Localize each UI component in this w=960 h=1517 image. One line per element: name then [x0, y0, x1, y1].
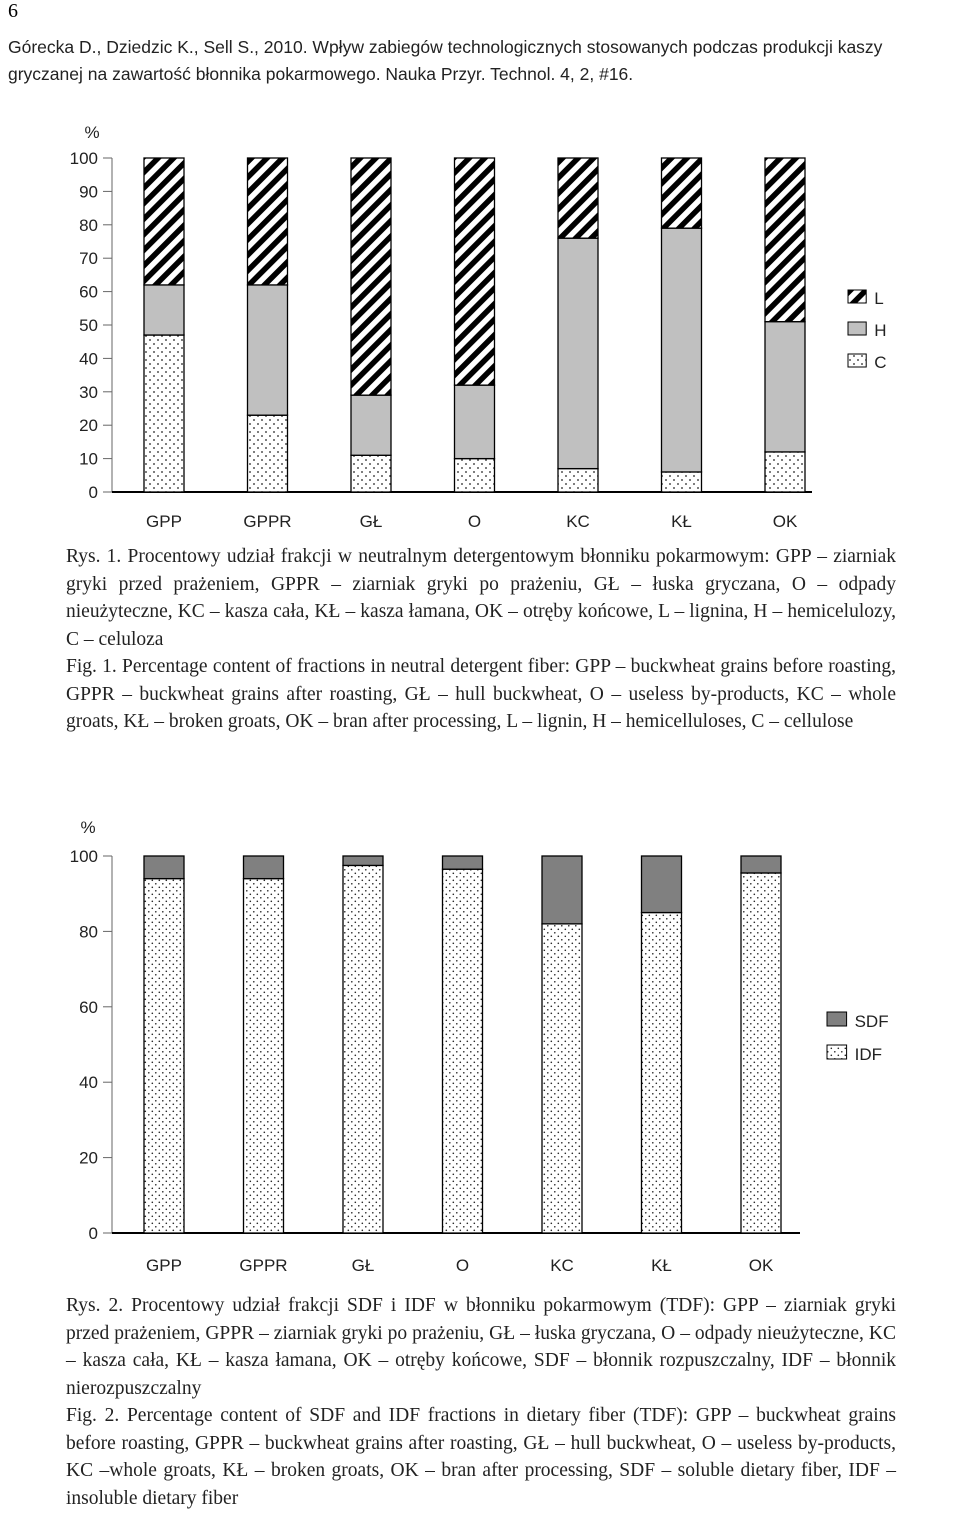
bar-segment-c-kc [558, 469, 598, 492]
bar-segment-sdf-ok [741, 856, 781, 873]
chart1-y-tick: 30 [79, 382, 98, 402]
legend-swatch-l [848, 290, 866, 303]
bar-segment-idf-o [443, 869, 483, 1233]
x-label-gppr: GPPR [243, 512, 292, 531]
bar-segment-l-gł [351, 158, 391, 395]
bar-segment-l-ok [765, 158, 805, 322]
x-label-ok: OK [748, 1256, 774, 1275]
bar-segment-idf-gpp [144, 879, 184, 1233]
chart1-y-label: % [84, 123, 100, 142]
caption-rys2-pl: Rys. 2. Procentowy udział frakcji SDF i IDF w błonniku pokarmowym (TDF): GPP – ziarniak gryki przed prażeniem, GPPR – ziarniak gryki po prażeniu, GŁ – łuska gryczana, O – odpady nieużyteczne, KC – kasza cała, KŁ – kasza łamana, OK – otręby końcowe, SDF – błonnik rozpuszczalny, IDF – błonnik nierozpuszczalny [66, 1295, 896, 1399]
chart1-bars [144, 158, 805, 492]
citation: Górecka D., Dziedzic K., Sell S., 2010. Wpływ zabiegów technologicznych stosowanych podczas produkcji kaszy gryczanej na zawartość błonnika pokarmowego. Nauka Przyr. Technol. 4, 2, #16. [8, 37, 883, 84]
bar-segment-idf-gppr [244, 879, 284, 1233]
chart1-y-tick: 100 [69, 149, 98, 168]
figure-2-caption [66, 1292, 896, 1512]
chart1-y-tick: 50 [79, 316, 98, 335]
chart1-y-tick: 80 [79, 215, 98, 235]
chart2-y-label: % [80, 818, 96, 837]
bar-segment-idf-gł [343, 865, 383, 1233]
chart1-y-tick: 40 [79, 349, 98, 369]
bar-segment-sdf-gpp [144, 856, 184, 879]
chart1-y-tick: 90 [79, 182, 98, 202]
chart1-y-tick: 60 [79, 282, 98, 302]
chart2-y-tick: 0 [88, 1224, 98, 1243]
x-label-kc: KC [550, 1256, 574, 1275]
bar-segment-c-ok [765, 452, 805, 492]
bar-segment-idf-kc [542, 924, 582, 1233]
chart2-legend [827, 1012, 889, 1064]
bar-segment-h-gpp [144, 285, 184, 335]
x-label-gppr: GPPR [239, 1256, 288, 1275]
x-label-ok: OK [772, 512, 798, 531]
bar-segment-l-kł [662, 158, 702, 228]
x-label-kc: KC [566, 512, 590, 531]
chart2-y-tick: 40 [79, 1073, 98, 1093]
chart1-x-labels [146, 512, 798, 531]
bar-segment-h-ok [765, 322, 805, 452]
figure-1-caption [66, 543, 896, 736]
x-label-gł: GŁ [351, 1256, 375, 1275]
chart1-legend [848, 289, 886, 372]
chart2-y-tick: 80 [79, 922, 98, 942]
chart2-y-tick: 60 [79, 997, 98, 1017]
chart1-y-tick: 10 [79, 449, 98, 469]
bar-segment-c-gł [351, 455, 391, 492]
bar-segment-h-o [455, 385, 495, 458]
caption-fig1-en: Fig. 1. Percentage content of fractions in neutral detergent fiber: GPP – buckwheat grains before roasting, GPPR – buckwheat grains after roasting, GŁ – hull buckwheat, O – useless by-products, KC – whole groats, KŁ – broken groats, OK – bran after processing, L – lignin, H – hemicelluloses, C – cellulose [66, 656, 896, 732]
chart2-x-labels [146, 1256, 774, 1275]
bar-segment-c-gpp [144, 335, 184, 492]
page-number: 6 [8, 0, 18, 22]
chart2-y-tick: 100 [69, 847, 98, 866]
legend-swatch-h [848, 322, 866, 335]
chart1-y-tick: 0 [88, 483, 98, 502]
x-label-gpp: GPP [146, 1256, 182, 1275]
bar-segment-sdf-gppr [244, 856, 284, 879]
bar-segment-l-gppr [248, 158, 288, 285]
bar-segment-h-gppr [248, 285, 288, 415]
bar-segment-h-kc [558, 238, 598, 468]
legend-label-sdf: SDF [854, 1012, 889, 1031]
bar-segment-l-gpp [144, 158, 184, 285]
legend-label-l: L [874, 289, 884, 308]
bar-segment-c-o [455, 459, 495, 492]
bar-segment-l-kc [558, 158, 598, 238]
chart1-y-tick: 20 [79, 416, 98, 436]
chart2-y-tick: 20 [79, 1148, 98, 1168]
bar-segment-h-kł [662, 228, 702, 472]
legend-swatch-sdf [827, 1012, 847, 1026]
bar-segment-sdf-gł [343, 856, 383, 865]
x-label-o: O [467, 512, 482, 531]
bar-segment-sdf-o [443, 856, 483, 869]
bar-segment-c-kł [662, 472, 702, 492]
chart2-bars [144, 856, 781, 1233]
chart-fiber-fractions [0, 110, 960, 535]
legend-swatch-c [848, 354, 866, 367]
legend-swatch-idf [827, 1045, 847, 1059]
bar-segment-l-o [455, 158, 495, 385]
caption-fig2-en: Fig. 2. Percentage content of SDF and IDF fractions in dietary fiber (TDF): GPP – buckwheat grains before roasting, GPPR – buckwheat grains after roasting, GŁ – hull buckwheat, O – useless by-products, KC –whole groats, KŁ – broken groats, OK – bran after processing, SDF – soluble dietary fiber, IDF – insoluble dietary fiber [66, 1405, 896, 1509]
bar-segment-idf-ok [741, 873, 781, 1233]
chart-sdf-idf [0, 805, 960, 1285]
legend-label-h: H [874, 321, 887, 340]
bar-segment-h-gł [351, 395, 391, 455]
x-label-kł: KŁ [671, 512, 692, 531]
x-label-kł: KŁ [651, 1256, 672, 1275]
x-label-o: O [455, 1256, 470, 1275]
bar-segment-sdf-kc [542, 856, 582, 924]
caption-rys1-pl: Rys. 1. Procentowy udział frakcji w neutralnym detergentowym błonniku pokarmowym: GPP – ziarniak gryki przed prażeniem, GPPR – ziarniak gryki po prażeniu, GŁ – łuska gryczana, O – odpady nieużyteczne, KC – kasza cała, KŁ – kasza łamana, OK – otręby końcowe, L – lignina, H – hemicelulozy, C – celuloza [66, 546, 896, 650]
bar-segment-idf-kł [642, 913, 682, 1233]
bar-segment-sdf-kł [642, 856, 682, 913]
legend-label-c: C [874, 353, 887, 372]
x-label-gpp: GPP [146, 512, 182, 531]
chart1-y-tick: 70 [79, 249, 98, 269]
x-label-gł: GŁ [359, 512, 383, 531]
legend-label-idf: IDF [854, 1045, 882, 1064]
bar-segment-c-gppr [248, 415, 288, 492]
